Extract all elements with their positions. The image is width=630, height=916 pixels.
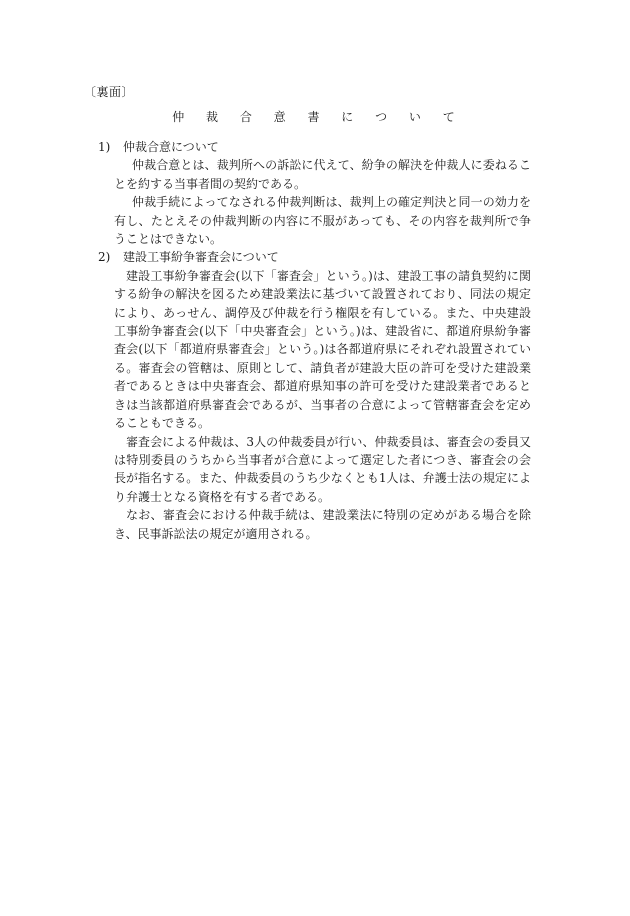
paragraph: 審査会による仲裁は、3人の仲裁委員が行い、仲裁委員は、審査会の委員又は特別委員のうちから当事者が合意によって選定した者につき、審査会の会長が指名する。また、仲裁委員のうち少なくとも1人は、弁護士法の規定により弁護士となる資格を有する者である。 — [114, 434, 531, 504]
section-number: 2) — [98, 250, 111, 265]
paragraph: 仲裁手続によってなされる仲裁判断は、裁判上の確定判決と同一の効力を有し、たとえその仲裁判断の内容に不服があっても、その内容を裁判所で争うことはできない。 — [114, 195, 531, 247]
section-title: 仲裁合意について — [123, 140, 219, 154]
section-number: 1) — [98, 140, 111, 154]
section-title: 建設工事紛争審査会について — [123, 250, 279, 265]
section-dispute-board — [98, 248, 531, 543]
section-heading — [98, 138, 531, 156]
page-title: 仲 裁 合 意 書 に つ い て — [172, 110, 464, 124]
paragraph: 建設工事紛争審査会(以下「審査会」という。)は、建設工事の請負契約に関する紛争の解決を図るため建設業法に基づいて設置されており、同法の規定により、あっせん、調停及び仲裁を行う権限を有している。また、中央建設工事紛争審査会(以下「中央審査会」という。)は、建設省に、都道府県紛争審査会(以下「都道府県審査会」という。)は各都道府県にそれぞれ設置されている。審査会の管轄は、原則として、請負者が建設大臣の許可を受けた建設業者であるときは中央審査会、都道府県知事の許可を受けた建設業者であるときは当該都道府県審査会であるが、当事者の合意によって管轄審査会を定めることもできる。 — [114, 268, 531, 431]
section-arbitration-agreement — [98, 138, 531, 248]
section-heading — [98, 248, 531, 266]
reverse-side-label: 〔裏面〕 — [84, 85, 135, 99]
paragraph: なお、審査会における仲裁手続は、建設業法に特別の定めがある場合を除き、民事訴訟法の規定が適用される。 — [114, 508, 531, 541]
paragraph: 仲裁合意とは、裁判所への訴訟に代えて、紛争の解決を仲裁人に委ねることを約する当事者間の契約である。 — [114, 158, 531, 191]
document-body — [98, 138, 531, 543]
